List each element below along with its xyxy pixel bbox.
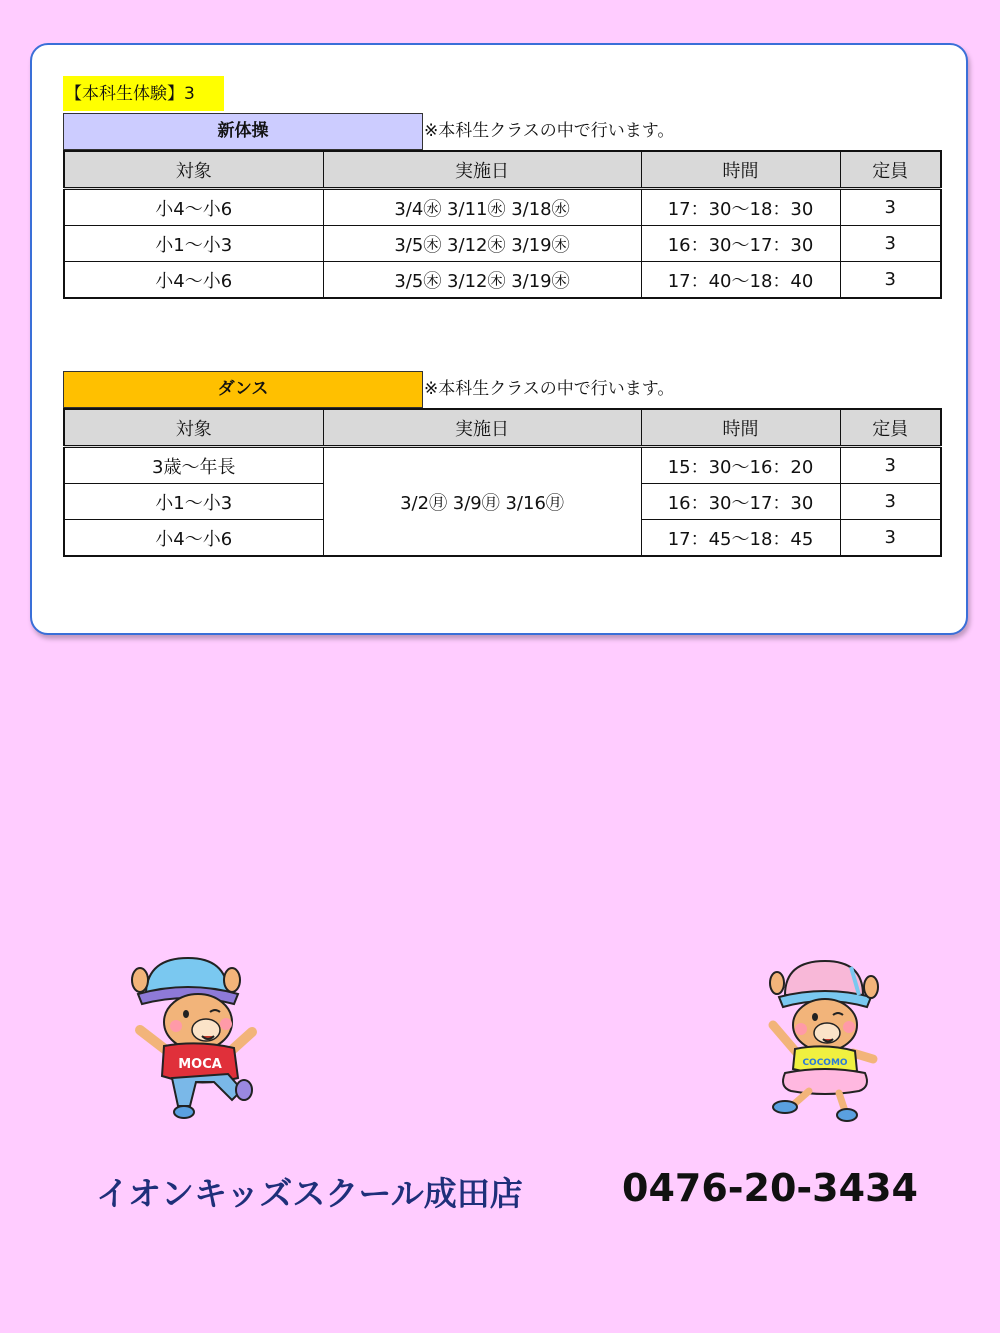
header-dates: 実施日	[323, 409, 641, 447]
header-capacity: 定員	[840, 409, 941, 447]
cell-capacity: 3	[840, 189, 941, 226]
cell-time: 17：40～18：40	[641, 262, 840, 299]
cell-target: 小1～小3	[64, 226, 323, 262]
header-time: 時間	[641, 151, 840, 189]
table-header-row	[64, 151, 941, 189]
dance-section-title: ダンス	[63, 371, 423, 408]
schedule-card	[30, 43, 968, 635]
school-name: イオンキッズスクール成田店	[96, 1174, 523, 1213]
cell-dates: 3/5㊍ 3/12㊍ 3/19㊍	[323, 226, 641, 262]
gym-note: ※本科生クラスの中で行います。	[424, 121, 675, 141]
cell-time: 16：30～17：30	[641, 484, 840, 520]
table-row	[64, 189, 941, 226]
moca-shirt-label: MOCA	[178, 1057, 222, 1072]
header-target: 対象	[64, 409, 323, 447]
cell-time: 17：45～18：45	[641, 520, 840, 557]
header-capacity: 定員	[840, 151, 941, 189]
cell-capacity: 3	[840, 520, 941, 557]
cell-capacity: 3	[840, 484, 941, 520]
cell-target: 小4～小6	[64, 262, 323, 299]
cell-target: 3歳～年長	[64, 447, 323, 484]
cell-capacity: 3	[840, 447, 941, 484]
header-target: 対象	[64, 151, 323, 189]
dance-schedule-table	[63, 408, 942, 557]
cell-time: 16：30～17：30	[641, 226, 840, 262]
table-row	[64, 226, 941, 262]
table-row	[64, 447, 941, 484]
gym-section-title: 新体操	[63, 113, 423, 150]
cocomo-shirt-label: COCOMO	[802, 1058, 848, 1068]
moca-mascot	[128, 950, 263, 1125]
cell-target: 小1～小3	[64, 484, 323, 520]
table-row	[64, 262, 941, 299]
cell-time: 17：30～18：30	[641, 189, 840, 226]
phone-number: 0476-20-3434	[622, 1166, 918, 1210]
cell-target: 小4～小6	[64, 189, 323, 226]
cell-dates: 3/2㊊ 3/9㊊ 3/16㊊	[323, 447, 641, 557]
cell-dates: 3/4㊌ 3/11㊌ 3/18㊌	[323, 189, 641, 226]
dance-note: ※本科生クラスの中で行います。	[424, 379, 675, 399]
header-time: 時間	[641, 409, 840, 447]
cell-capacity: 3	[840, 226, 941, 262]
trial-tag: 【本科生体験】3	[63, 76, 224, 111]
table-header-row	[64, 409, 941, 447]
gym-schedule-table	[63, 150, 942, 299]
cell-capacity: 3	[840, 262, 941, 299]
cell-time: 15：30～16：20	[641, 447, 840, 484]
cocomo-mascot	[755, 955, 885, 1125]
cell-dates: 3/5㊍ 3/12㊍ 3/19㊍	[323, 262, 641, 299]
header-dates: 実施日	[323, 151, 641, 189]
cell-target: 小4～小6	[64, 520, 323, 557]
